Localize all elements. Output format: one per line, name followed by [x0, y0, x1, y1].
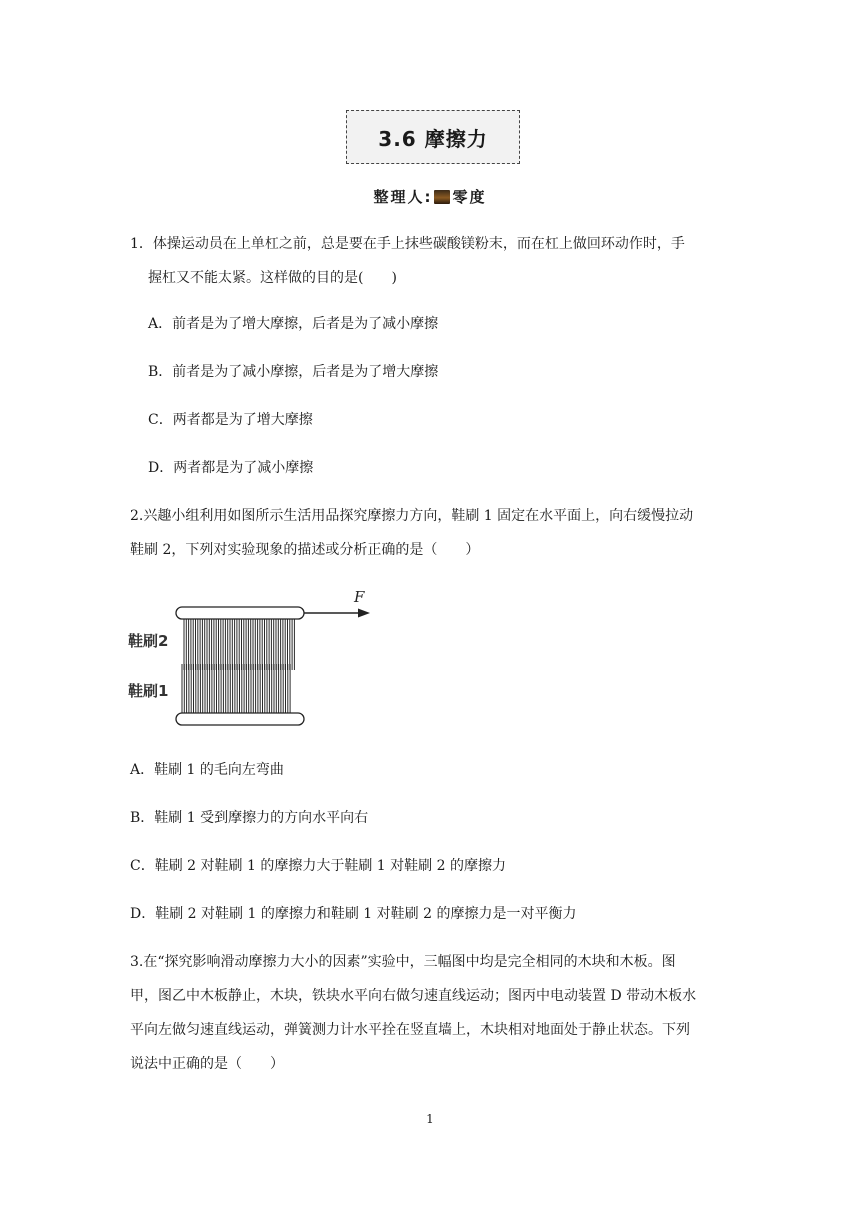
brush1-handle [176, 713, 304, 725]
avatar [434, 190, 450, 204]
author-name: 零度 [452, 188, 487, 206]
q2-option-b: B．鞋刷 1 受到摩擦力的方向水平向右 [130, 810, 369, 826]
force-arrow-head [358, 609, 370, 618]
q2-option-d: D．鞋刷 2 对鞋刷 1 的摩擦力和鞋刷 1 对鞋刷 2 的摩擦力是一对平衡力 [130, 906, 577, 922]
brush1-label: 鞋刷1 [128, 682, 169, 700]
q2-option-c: C．鞋刷 2 对鞋刷 1 的摩擦力大于鞋刷 1 对鞋刷 2 的摩擦力 [130, 858, 506, 874]
q1-stem-line1: 1．体操运动员在上单杠之前，总是要在手上抹些碳酸镁粉末，而在杠上做回环动作时，手 [130, 236, 685, 252]
q3-stem-line2: 甲，图乙中木板静止，木块，铁块水平向右做匀速直线运动；图丙中电动装置 D 带动木板水 [130, 988, 697, 1004]
force-label: F [354, 588, 365, 606]
author-prefix: 整理人: [373, 188, 433, 206]
q1-option-d: D．两者都是为了减小摩擦 [148, 460, 314, 476]
brush2-bristles [184, 619, 294, 670]
q1-option-a: A．前者是为了增大摩擦，后者是为了减小摩擦 [148, 316, 439, 332]
q2-option-a: A．鞋刷 1 的毛向左弯曲 [130, 762, 284, 778]
shoe-brush-figure [126, 586, 386, 734]
page-number: 1 [426, 1112, 434, 1126]
q1-option-b: B．前者是为了减小摩擦，后者是为了增大摩擦 [148, 364, 439, 380]
brush2-handle [176, 607, 304, 619]
page-title: 3.6 摩擦力 [346, 110, 520, 164]
q1-option-c: C．两者都是为了增大摩擦 [148, 412, 313, 428]
q3-stem-line3: 平向左做匀速直线运动，弹簧测力计水平拴在竖直墙上，木块相对地面处于静止状态。下列 [130, 1022, 690, 1038]
q3-stem-line4: 说法中正确的是（ ） [130, 1056, 284, 1072]
author-line [0, 186, 860, 207]
q3-stem-line1: 3.在“探究影响滑动摩擦力大小的因素”实验中，三幅图中均是完全相同的木块和木板。图 [130, 954, 676, 970]
q2-stem-line2: 鞋刷 2，下列对实验现象的描述或分析正确的是（ ） [130, 542, 480, 558]
brush1-bristles [182, 664, 290, 713]
q1-stem-line2: 握杠又不能太紧。这样做的目的是( ) [148, 270, 397, 286]
brush2-label: 鞋刷2 [128, 632, 169, 650]
q2-stem-line1: 2.兴趣小组利用如图所示生活用品探究摩擦力方向，鞋刷 1 固定在水平面上，向右缓慢拉动 [130, 508, 694, 524]
